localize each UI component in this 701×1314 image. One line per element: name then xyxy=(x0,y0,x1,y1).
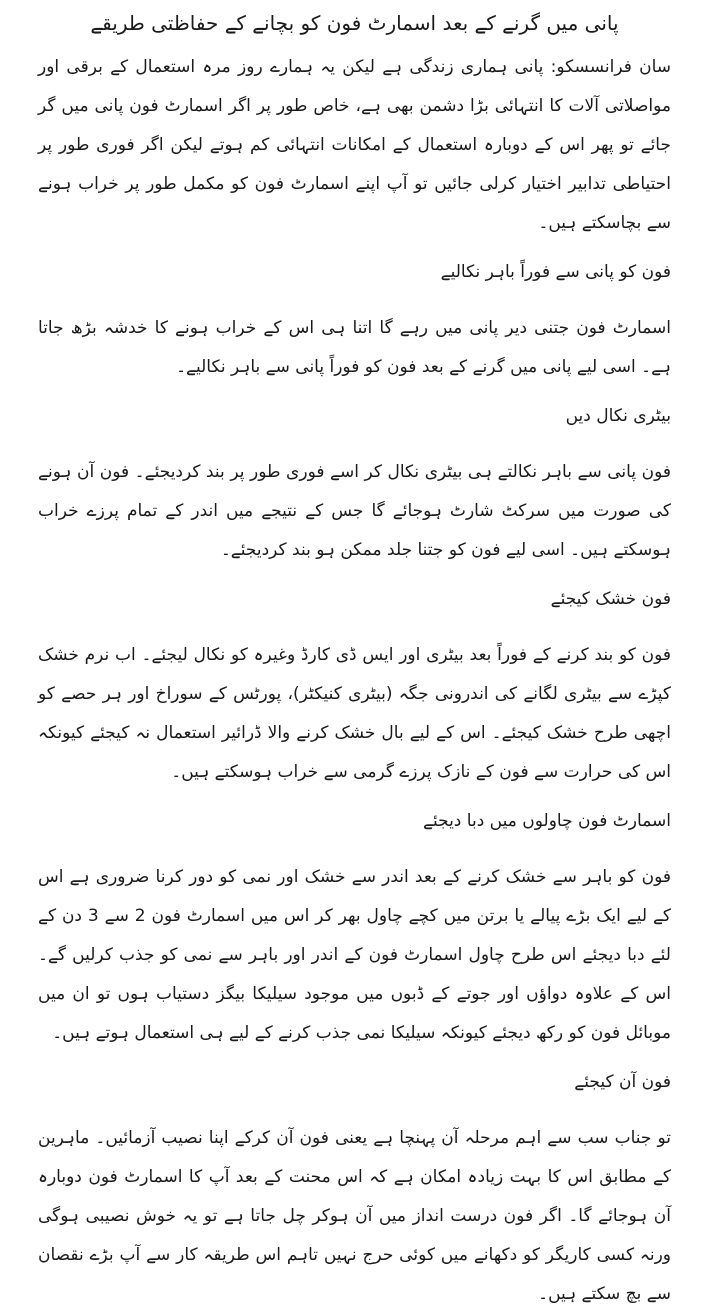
section-heading-rice-wrap xyxy=(38,806,671,836)
section-body-dry-phone: فون کو بند کرنے کے فوراً بعد بیٹری اور ایس ڈی کارڈ وغیرہ کو نکال لیجئے۔ اب نرم خشک کپڑے سے بیٹری لگانے کی اندرونی جگہ (بیٹری کنیکٹر)، پورٹس کے سوراخ اور ہر حصے کو اچھی طرح خشک کیجئے۔ اس کے لیے بال خشک کرنے والا ڈرائیر استعمال نہ کیجئے کیونکہ اس کی حرارت سے فون کے نازک پرزے گرمی سے خراب ہوسکتے ہیں۔ xyxy=(38,645,671,782)
section-body-remove-from-water-wrap xyxy=(38,309,671,387)
article-title: پانی میں گرنے کے بعد اسمارٹ فون کو بچانے کے حفاظتی طریقے xyxy=(90,11,619,35)
section-heading-dry-phone: فون خشک کیجئے xyxy=(550,589,671,609)
section-body-rice: فون کو باہر سے خشک کرنے کے بعد اندر سے خشک اور نمی کو دور کرنا ضروری ہے اس کے لیے ایک بڑے پیالے یا برتن میں کچے چاول بھر کر اس میں اسمارٹ فون 2 سے 3 دن کے لئے دبا دیجئے اس طرح چاول اسمارٹ فون کے اندر اور باہر سے نمی کو جذب کرلیں گے۔ اس کے علاوہ دواؤں اور جوتے کے ڈبوں میں موجود سیلیکا بیگز دستیاب ہوں تو ان میں موبائل فون کو رکھ دیجئے کیونکہ سیلیکا نمی جذب کرنے کے لیے ہی استعمال ہوتے ہیں۔ xyxy=(38,867,672,1043)
section-heading-dry-phone-wrap xyxy=(38,584,671,614)
section-body-dry-phone-wrap xyxy=(38,636,671,792)
intro-block xyxy=(38,48,671,243)
intro-paragraph: سان فرانسسکو: پانی ہماری زندگی ہے لیکن یہ ہمارے روز مرہ استعمال کے برقی اور مواصلاتی آلات کا انتہائی بڑا دشمن بھی ہے، خاص طور پر اگر اسمارٹ فون پانی میں گر جائے تو پھر اس کے دوبارہ استعمال کے امکانات انتہائی کم ہوتے لیکن اگر فوری طور پر احتیاطی تدابیر اختیار کرلی جائیں تو آپ اپنے اسمارٹ فون کو مکمل طور پر خراب ہونے سے بچاسکتے ہیں۔ xyxy=(38,57,671,233)
section-body-remove-battery: فون پانی سے باہر نکالتے ہی بیٹری نکال کر اسے فوری طور پر بند کردیجئے۔ فون آن ہونے کی صورت میں سرکٹ شارٹ ہوجائے گا جس کے نتیجے میں اندر کے تمام پرزے خراب ہوسکتے ہیں۔ اسی لیے فون کو جتنا جلد ممکن ہو بند کردیجئے۔ xyxy=(38,462,671,560)
section-heading-remove-battery-wrap xyxy=(38,401,671,431)
section-body-turn-on-wrap xyxy=(38,1119,671,1314)
section-body-remove-battery-wrap xyxy=(38,453,671,570)
section-heading-turn-on-wrap xyxy=(38,1067,671,1097)
section-body-turn-on: تو جناب سب سے اہم مرحلہ آن پہنچا ہے یعنی فون آن کرکے اپنا نصیب آزمائیں۔ ماہرین کے مطابق اس کا بہت زیادہ امکان ہے کہ اس محنت کے بعد آپ کا اسمارٹ فون دوبارہ آن ہوجائے گا۔ اگر فون درست انداز میں آن ہوکر چل جاتا ہے تو یہ خوش نصیبی ہوگی ورنہ کسی کاریگر کو دکھانے میں کوئی حرج نہیں تاہم اس طریقہ کار سے آپ بڑے نقصان سے بچ سکتے ہیں۔ xyxy=(38,1128,671,1304)
section-heading-remove-from-water: فون کو پانی سے فوراً باہر نکالیے xyxy=(440,262,671,282)
section-heading-remove-battery: بیٹری نکال دیں xyxy=(565,406,671,426)
section-heading-turn-on: فون آن کیجئے xyxy=(574,1072,671,1092)
section-body-rice-wrap xyxy=(38,858,671,1053)
section-heading-rice: اسمارٹ فون چاولوں میں دبا دیجئے xyxy=(423,811,671,831)
section-body-remove-from-water: اسمارٹ فون جتنی دیر پانی میں رہے گا اتنا ہی اس کے خراب ہونے کا خدشہ بڑھ جاتا ہے۔ اسی لیے پانی میں گرنے کے بعد فون کو فوراً پانی سے باہر نکالیے۔ xyxy=(38,318,671,377)
section-heading-remove-from-water-wrap xyxy=(38,257,671,287)
